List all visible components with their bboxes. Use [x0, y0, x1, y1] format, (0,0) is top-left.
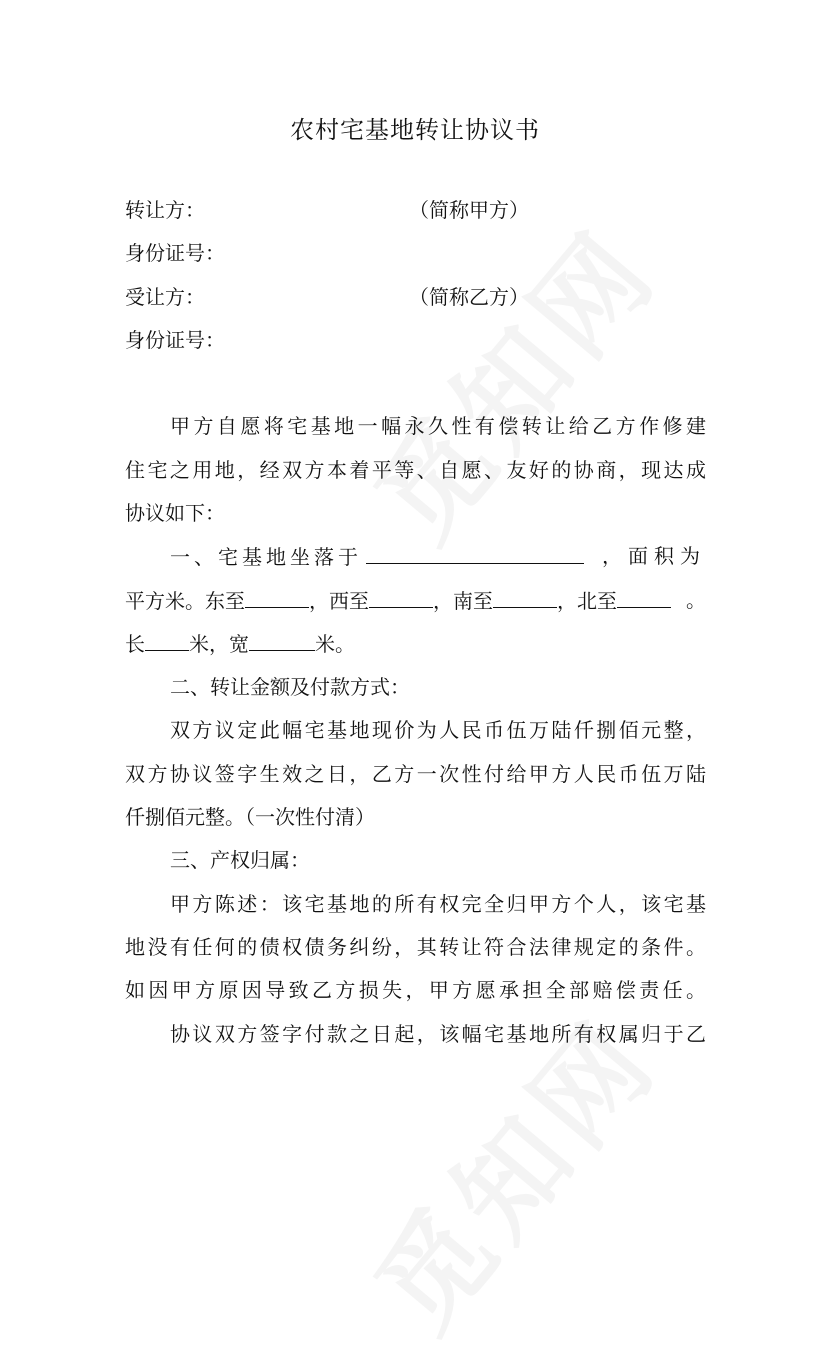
section-heading: 三、产权归属：	[170, 848, 310, 872]
paragraph-line: 协议双方签字付款之日起，该幅宅基地所有权属归于乙	[170, 1022, 706, 1046]
intro-line: 协议如下：	[125, 501, 225, 525]
transferor-abbr: （简称甲方）	[409, 198, 529, 222]
north-blank	[617, 587, 671, 608]
s1-text: 米。	[315, 632, 355, 656]
s1-text: ，面积为	[602, 544, 706, 568]
dimension-line	[125, 630, 706, 657]
paragraph-line: 地没有任何的债权债务纠纷，其转让符合法律规定的条件。	[125, 935, 706, 959]
south-blank	[493, 587, 557, 608]
length-blank	[145, 630, 189, 651]
s1-text: 平方米。东至	[125, 589, 245, 613]
location-line	[170, 543, 706, 570]
paragraph-line: 双方协议签字生效之日，乙方一次性付给甲方人民币伍万陆	[125, 762, 706, 786]
document-title: 农村宅基地转让协议书	[290, 116, 540, 144]
transferee-label: 受让方：	[125, 285, 205, 309]
paragraph-line: 如因甲方原因导致乙方损失，甲方愿承担全部赔偿责任。	[125, 978, 706, 1002]
intro-line: 住宅之用地，经双方本着平等、自愿、友好的协商，现达成	[125, 458, 706, 482]
location-blank	[366, 543, 584, 564]
width-blank	[249, 630, 315, 651]
transferee-abbr: （简称乙方）	[409, 285, 529, 309]
transferee-line	[125, 284, 706, 310]
s1-text: 一、宅基地坐落于	[170, 545, 362, 569]
s1-text: 长	[125, 632, 145, 656]
paragraph-line: 仟捌佰元整。（一次性付清）	[125, 805, 375, 829]
west-blank	[369, 587, 433, 608]
paragraph-line: 甲方陈述：该宅基地的所有权完全归甲方个人，该宅基	[170, 892, 706, 916]
s1-text: ，北至	[557, 589, 617, 613]
transferor-label: 转让方：	[125, 198, 205, 222]
id-label-2: 身份证号：	[125, 328, 225, 352]
boundary-line	[125, 587, 706, 614]
s1-text: 。	[686, 588, 706, 612]
s1-text: ，南至	[433, 589, 493, 613]
id-label-1: 身份证号：	[125, 241, 225, 265]
section-heading: 二、转让金额及付款方式：	[170, 675, 410, 699]
s1-text: ，西至	[309, 589, 369, 613]
intro-line: 甲方自愿将宅基地一幅永久性有偿转让给乙方作修建	[170, 414, 706, 438]
east-blank	[245, 587, 309, 608]
s1-text: 米，宽	[189, 632, 249, 656]
transferor-line	[125, 197, 706, 223]
paragraph-line: 双方议定此幅宅基地现价为人民币伍万陆仟捌佰元整，	[170, 718, 706, 742]
